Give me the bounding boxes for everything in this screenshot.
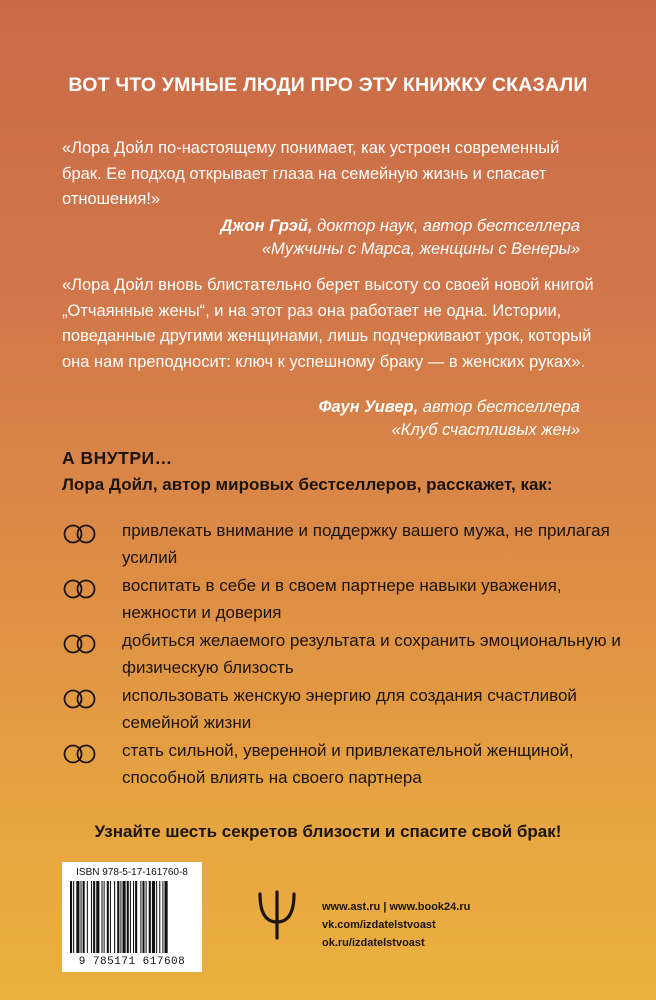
quote-text: «Лора Дойл вновь блистательно берет высоту со своей новой книгой „Отчаянные жены“, и на этот раз она работает не одна. Истории, поведанные другими женщинами, лишь подчеркивают урок, который она нам преподносит: ключ к успешному браку — в женских руках». (62, 276, 594, 371)
quote-attribution (319, 396, 580, 442)
barcode-bars (70, 881, 194, 953)
list-item (62, 738, 622, 793)
quote-author: Фаун Уивер, (318, 398, 419, 416)
list-item-text: использовать женскую энергию для создания счастливой семейной жизни (122, 686, 577, 732)
attribution-line (319, 398, 580, 416)
list-item (62, 573, 622, 628)
rings-icon (62, 744, 100, 764)
book-title: «Мужчины с Марса, женщины с Венеры» (261, 240, 580, 258)
barcode (62, 862, 202, 972)
publisher-ok: ok.ru/izdatelstvoast (322, 937, 425, 949)
quote-author: Джон Грэй, (220, 217, 313, 235)
isbn-text: ISBN 978-5-17-161760-8 (76, 867, 188, 878)
list-item (62, 628, 622, 683)
benefit-list (62, 518, 622, 793)
rings-icon (62, 579, 100, 599)
publisher-logo-icon (254, 888, 300, 942)
list-item-text: добиться желаемого результата и сохранить эмоциональную и физическую близость (122, 631, 621, 677)
publisher-websites: www.ast.ru | www.book24.ru (322, 901, 471, 913)
author-role: доктор наук, автор бестселлера (312, 217, 580, 235)
quote-attribution (220, 215, 580, 261)
rings-icon (62, 524, 100, 544)
inside-title: А ВНУТРИ… (62, 448, 173, 468)
author-role: автор бестселлера (418, 398, 580, 416)
barcode-digits: 9 785171 617608 (78, 956, 186, 968)
list-item-text: привлекать внимание и поддержку вашего мужа, не прилагая усилий (122, 521, 610, 567)
list-item-text: стать сильной, уверенной и привлекательной женщиной, способной влиять на своего партнера (122, 741, 574, 787)
attribution-line (220, 217, 580, 235)
list-item (62, 518, 622, 573)
list-item (62, 683, 622, 738)
book-title: «Клуб счастливых жен» (391, 421, 580, 439)
call-to-action: Узнайте шесть секретов близости и спасите свой брак! (94, 822, 562, 841)
publisher-contacts (322, 898, 470, 952)
publisher-vk: vk.com/izdatelstvoast (322, 919, 436, 931)
inside-subtitle: Лора Дойл, автор мировых бестселлеров, расскажет, как: (62, 475, 553, 494)
quote-text: «Лора Дойл по-настоящему понимает, как устроен современный брак. Ее подход открывает глаза на семейную жизнь и спасает отношения!» (62, 139, 560, 208)
rings-icon (62, 634, 100, 654)
rings-icon (62, 689, 100, 709)
list-item-text: воспитать в себе и в своем партнере навыки уважения, нежности и доверия (122, 576, 562, 622)
quotes-heading: ВОТ ЧТО УМНЫЕ ЛЮДИ ПРО ЭТУ КНИЖКУ СКАЗАЛИ (68, 74, 588, 96)
